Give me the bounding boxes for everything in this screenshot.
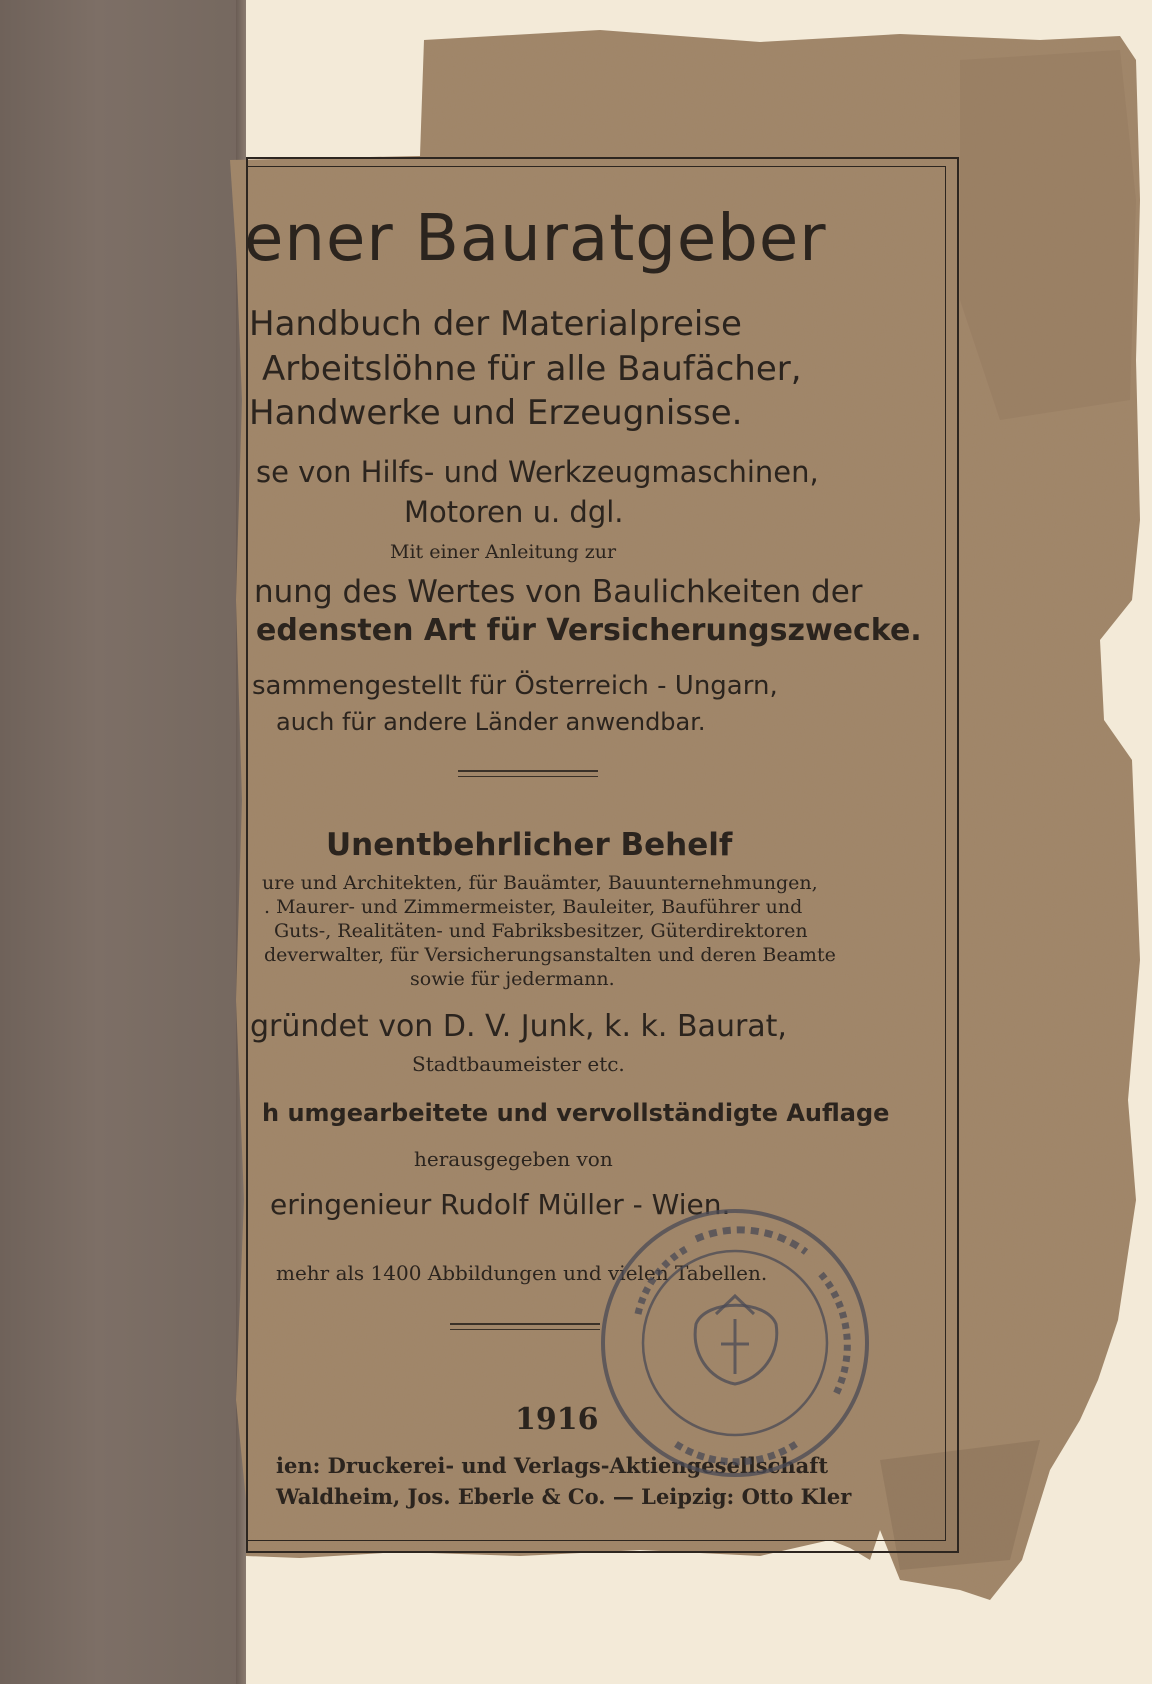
- publisher-line-2: Waldheim, Jos. Eberle & Co. — Leipzig: Otto Kler: [276, 1484, 852, 1509]
- audience-line-4: deverwalter, für Versicherungsanstalten und deren Beamte: [264, 944, 836, 966]
- subtitle-line-3: Handwerke und Erzeugnisse.: [249, 393, 743, 433]
- subtitle-line-1: Handbuch der Materialpreise: [249, 304, 742, 344]
- divider-bottom-b: [450, 1329, 600, 1330]
- valuation-line-1: nung des Wertes von Baulichkeiten der: [254, 574, 863, 610]
- edition-line: h umgearbeitete und vervollständigte Auflage: [262, 1099, 890, 1127]
- founder-title: Stadtbaumeister etc.: [412, 1052, 625, 1076]
- divider-top-a: [458, 770, 598, 772]
- audience-line-3: Guts-, Realitäten- und Fabriksbesitzer, Güterdirektoren: [274, 920, 808, 942]
- machines-line-2: Motoren u. dgl.: [404, 495, 624, 529]
- audience-line-2: . Maurer- und Zimmermeister, Bauleiter, Bauführer und: [264, 896, 803, 918]
- valuation-line-2: edensten Art für Versicherungszwecke.: [256, 613, 922, 648]
- region-line-2: auch für andere Länder anwendbar.: [276, 708, 706, 736]
- founder-line: gründet von D. V. Junk, k. k. Baurat,: [250, 1009, 787, 1044]
- publisher-line-1: ien: Druckerei- und Verlags-Aktiengesellschaft: [276, 1453, 829, 1478]
- divider-top-b: [458, 776, 598, 777]
- editor-line: eringenieur Rudolf Müller - Wien.: [270, 1188, 731, 1221]
- machines-line-1: se von Hilfs- und Werkzeugmaschinen,: [256, 455, 819, 489]
- behelf-heading: Unentbehrlicher Behelf: [326, 827, 733, 863]
- illustrations-line: mehr als 1400 Abbildungen und vielen Tabellen.: [276, 1261, 768, 1285]
- instruction-intro: Mit einer Anleitung zur: [390, 541, 617, 563]
- subtitle-line-2: Arbeitslöhne für alle Baufächer,: [262, 349, 802, 389]
- audience-line-1: ure und Architekten, für Bauämter, Bauunternehmungen,: [262, 872, 818, 894]
- divider-bottom-a: [450, 1323, 600, 1325]
- region-line-1: sammengestellt für Österreich - Ungarn,: [252, 671, 778, 701]
- audience-line-5: sowie für jedermann.: [410, 968, 615, 990]
- title: ener Bauratgeber: [244, 202, 827, 276]
- library-stamp: [596, 1204, 874, 1482]
- year: 1916: [515, 1402, 599, 1437]
- editor-intro: herausgegeben von: [414, 1147, 613, 1171]
